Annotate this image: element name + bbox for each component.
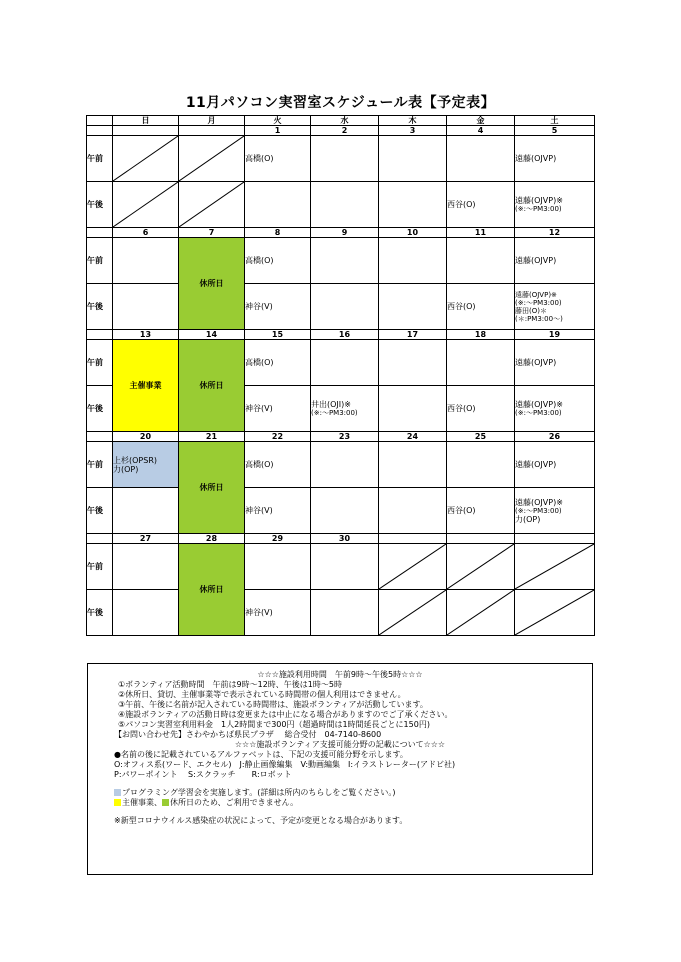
- pm-label: 午後: [87, 488, 113, 534]
- date-cell: 30: [311, 534, 379, 544]
- date-cell: 10: [379, 228, 447, 238]
- am-label: 午前: [87, 238, 113, 284]
- volunteer-entry: 神谷(V): [245, 488, 311, 534]
- week3-am-row: [87, 340, 595, 386]
- am-label: 午前: [87, 544, 113, 590]
- volunteer-entry: 神谷(V): [245, 590, 311, 636]
- week2-am-row: [87, 238, 595, 284]
- pm-label: 午後: [87, 590, 113, 636]
- date-cell: 7: [179, 228, 245, 238]
- weekday-sun: 日: [113, 116, 179, 126]
- empty-diagonal-cell: [379, 590, 447, 636]
- holiday-cell: 休所日: [179, 544, 245, 636]
- empty-diagonal-cell: [179, 136, 245, 182]
- date-cell: 18: [447, 330, 515, 340]
- blue-square-icon: [114, 789, 121, 796]
- date-cell: 17: [379, 330, 447, 340]
- am-label: 午前: [87, 442, 113, 488]
- week4-date-row: [87, 432, 595, 442]
- holiday-cell: 休所日: [179, 340, 245, 432]
- volunteer-entry: 高橋(O): [245, 340, 311, 386]
- volunteer-entry: 遠藤(OJVP): [515, 136, 595, 182]
- volunteer-entry: 遠藤(OJVP): [515, 340, 595, 386]
- weekday-mon: 月: [179, 116, 245, 126]
- volunteer-entry: 高橋(O): [245, 442, 311, 488]
- volunteer-entry: 西谷(O): [447, 182, 515, 228]
- support-fields: O:オフィス系(ワード、エクセル) J:静止画像編集 V:動画編集 I:イラストレーター(アドビ社): [114, 760, 456, 769]
- date-cell: 1: [245, 126, 311, 136]
- legend-closed: 主催事業、 休所日のため、ご利用できません。: [88, 798, 592, 808]
- volunteer-entry: 高橋(O): [245, 136, 311, 182]
- schedule-calendar: [86, 115, 595, 636]
- am-label: 午前: [87, 136, 113, 182]
- support-description: ●名前の後に記載されているアルファベットは、下記の支援可能分野を示します。: [114, 750, 408, 759]
- empty-diagonal-cell: [515, 544, 595, 590]
- contact-info: 【お問い合わせ先】さわやかちば県民プラザ 総合受付 04-7140-8600: [114, 730, 382, 739]
- pm-label: 午後: [87, 386, 113, 432]
- date-cell: 19: [515, 330, 595, 340]
- empty-diagonal-cell: [447, 544, 515, 590]
- weekday-sat: 土: [515, 116, 595, 126]
- holiday-cell: 休所日: [179, 238, 245, 330]
- holiday-cell: 休所日: [179, 442, 245, 534]
- date-cell: 4: [447, 126, 515, 136]
- volunteer-entry: 神谷(V): [245, 386, 311, 432]
- empty-diagonal-cell: [113, 136, 179, 182]
- volunteer-entry: 西谷(O): [447, 488, 515, 534]
- date-cell: 6: [113, 228, 179, 238]
- volunteer-entry: 遠藤(OJVP)※ (※:～PM3:00): [515, 386, 595, 432]
- notes-box: [87, 663, 593, 875]
- note-item: ②休所日、貸切、主催事業等で表示されている時間帯の個人利用はできません。: [118, 690, 406, 699]
- pm-label: 午後: [87, 182, 113, 228]
- date-cell: [179, 126, 245, 136]
- event-cell: 主催事業: [113, 340, 179, 432]
- date-cell: 9: [311, 228, 379, 238]
- date-cell: 22: [245, 432, 311, 442]
- programming-session-cell: 上杉(OPSR) 力(OP): [113, 442, 179, 488]
- empty-diagonal-cell: [113, 182, 179, 228]
- volunteer-entry: 遠藤(OJVP): [515, 442, 595, 488]
- weekday-wed: 水: [311, 116, 379, 126]
- week4-am-row: [87, 442, 595, 488]
- page-title: 11月パソコン実習室スケジュール表【予定表】: [185, 95, 496, 111]
- weekday-header-row: [87, 116, 595, 126]
- empty-diagonal-cell: [515, 590, 595, 636]
- volunteer-entry: 高橋(O): [245, 238, 311, 284]
- date-cell: [113, 126, 179, 136]
- volunteer-entry: 西谷(O): [447, 284, 515, 330]
- volunteer-entry: 遠藤(OJVP)※ (※:～PM3:00) 力(OP): [515, 488, 595, 534]
- green-square-icon: [162, 799, 169, 806]
- corner-cell: [87, 116, 113, 126]
- weekday-fri: 金: [447, 116, 515, 126]
- week3-date-row: [87, 330, 595, 340]
- date-cell: 8: [245, 228, 311, 238]
- note-item: ④施設ボランティアの活動日時は変更または中止になる場合がありますのでご了承ください。: [118, 710, 453, 719]
- volunteer-entry: 遠藤(OJVP)※ (※:～PM3:00) 藤田(O)＊ (＊:PM3:00～): [515, 284, 595, 330]
- week5-pm-row: [87, 590, 595, 636]
- date-cell: 12: [515, 228, 595, 238]
- date-cell: 29: [245, 534, 311, 544]
- week2-date-row: [87, 228, 595, 238]
- week2-pm-row: [87, 284, 595, 330]
- volunteer-entry: 西谷(O): [447, 386, 515, 432]
- volunteer-entry: 遠藤(OJVP): [515, 238, 595, 284]
- week5-date-row: [87, 534, 595, 544]
- hours-heading: ☆☆☆施設利用時間 午前9時～午後5時☆☆☆: [257, 670, 423, 679]
- legend-programming: プログラミング学習会を実施します。(詳細は所内のちらしをご覧ください。): [88, 788, 592, 798]
- pm-label: 午後: [87, 284, 113, 330]
- date-cell: 24: [379, 432, 447, 442]
- empty-diagonal-cell: [379, 544, 447, 590]
- week1-am-row: [87, 136, 595, 182]
- date-cell: 23: [311, 432, 379, 442]
- week1-pm-row: [87, 182, 595, 228]
- note-item: ①ボランティア活動時間 午前は9時～12時、午後は1時～5時: [118, 680, 342, 689]
- week4-pm-row: [87, 488, 595, 534]
- date-cell: 3: [379, 126, 447, 136]
- weekday-tue: 火: [245, 116, 311, 126]
- date-cell: 2: [311, 126, 379, 136]
- date-cell: 25: [447, 432, 515, 442]
- date-cell: 21: [179, 432, 245, 442]
- date-cell: 26: [515, 432, 595, 442]
- volunteer-entry: 神谷(V): [245, 284, 311, 330]
- yellow-square-icon: [114, 799, 121, 806]
- support-heading: ☆☆☆施設ボランティア支援可能分野の記載について☆☆☆: [234, 740, 446, 749]
- date-cell: 13: [113, 330, 179, 340]
- corona-notice: ※新型コロナウイルス感染症の状況によって、予定が変更となる場合があります。: [114, 816, 408, 825]
- volunteer-entry: 遠藤(OJVP)※ (※:～PM3:00): [515, 182, 595, 228]
- date-cell: 15: [245, 330, 311, 340]
- note-item: ③午前、午後に名前が記入されている時間帯は、施設ボランティアが活動しています。: [118, 700, 428, 709]
- week5-am-row: [87, 544, 595, 590]
- volunteer-entry: 井出(OJI)※ (※:～PM3:00): [311, 386, 379, 432]
- date-cell: 20: [113, 432, 179, 442]
- date-cell: 5: [515, 126, 595, 136]
- week1-date-row: [87, 126, 595, 136]
- empty-diagonal-cell: [179, 182, 245, 228]
- date-cell: 16: [311, 330, 379, 340]
- support-fields: P:パワーポイント S:スクラッチ R:ロボット: [114, 770, 292, 779]
- date-cell: 27: [113, 534, 179, 544]
- weekday-thu: 木: [379, 116, 447, 126]
- empty-diagonal-cell: [447, 590, 515, 636]
- date-cell: 28: [179, 534, 245, 544]
- date-cell: 11: [447, 228, 515, 238]
- date-cell: 14: [179, 330, 245, 340]
- note-item: ⑤パソコン実習室利用料金 1人2時間まで300円（超過時間は1時間延長ごとに150円): [118, 720, 430, 729]
- am-label: 午前: [87, 340, 113, 386]
